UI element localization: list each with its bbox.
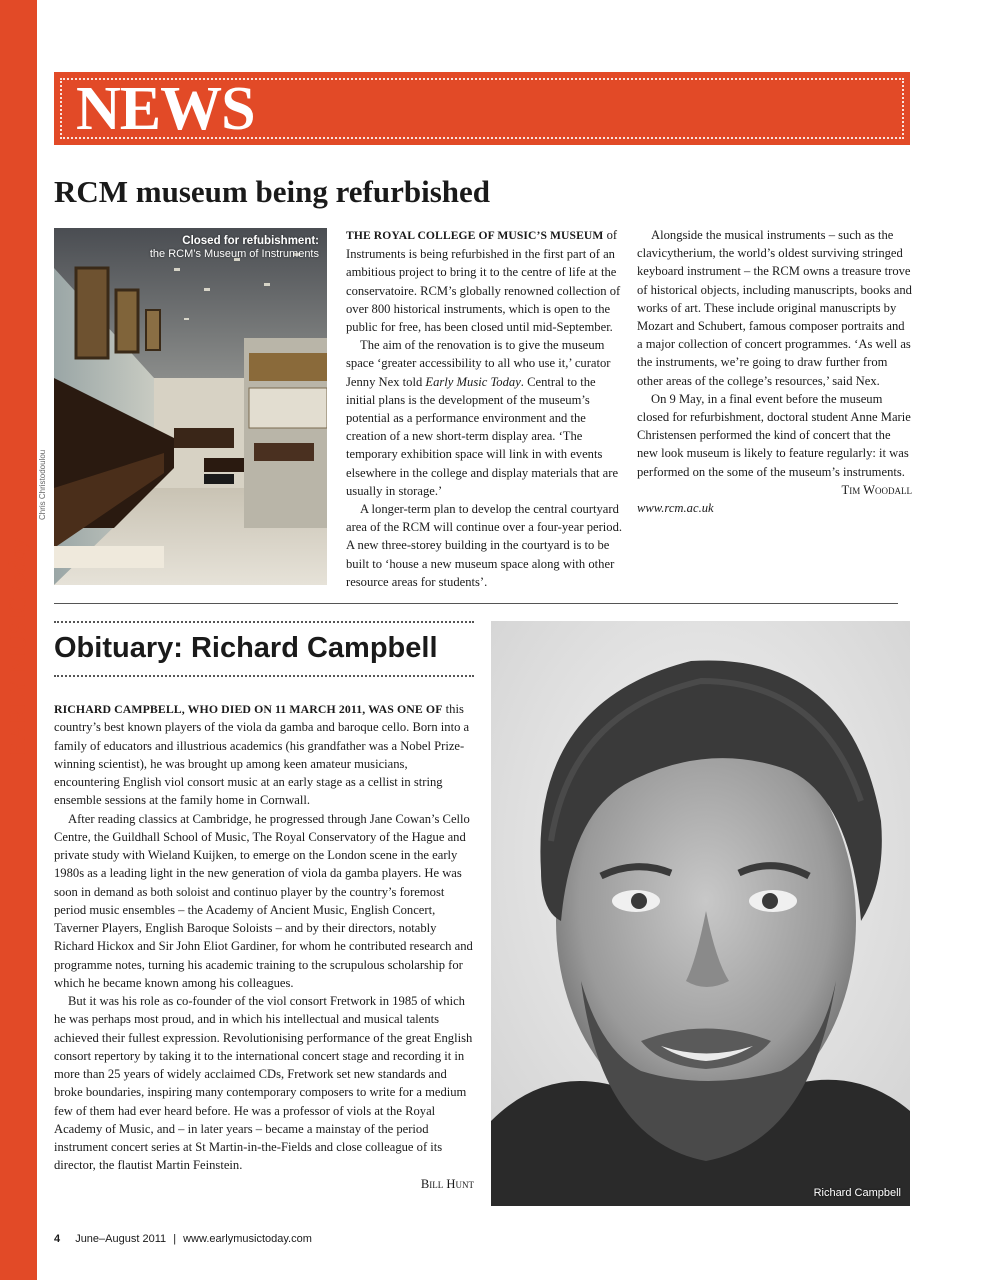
magazine-suffix: today xyxy=(5,537,32,592)
obituary-dotted-rule-top xyxy=(54,621,474,623)
portrait-photo xyxy=(491,621,910,1206)
obituary-byline: Bill Hunt xyxy=(420,1176,474,1191)
obituary-column xyxy=(54,700,474,1193)
obituary-paragraph-1 xyxy=(54,700,474,810)
rcm-p2-magazine-title: Early Music Today xyxy=(425,374,521,389)
rcm-article-column-1 xyxy=(346,226,623,591)
page-number: 4 xyxy=(54,1233,61,1245)
richard-campbell-portrait-image xyxy=(491,621,910,1206)
obituary-paragraph-3: But it was his role as co-founder of the viol consort Fretwork in 1985 of which he was perhaps most proud, and in which his intellectual and musical talents achieved their fullest expression. Revolutionising performance of the great English consort repertory by taking it to the international concert stage and recording it in more than 25 years of widely acclaimed CDs, Fretwork set new standards and broke boundaries, inspiring many contemporary composers to write for a medium few of them had ever heard before. He was a professor of viols at the Royal Academy of Music, and – in later years – became a mainstay of the period instrument concert series at St Martin-in-the-Fields and close colleague of its director, the flautist Martin Feinstein. xyxy=(54,994,473,1173)
obituary-lead-in: RICHARD CAMPBELL, WHO DIED ON 11 MARCH 2011, WAS ONE OF xyxy=(54,702,443,716)
footer-separator: | xyxy=(173,1233,177,1245)
museum-photo xyxy=(54,228,327,585)
rcm-p2-text-b: . Central to the initial plans is the development of the museum’s potential as a performance environment and the creation of a new short-term display area. ‘The temporary exhibition space will link in with events elsewhere in the college and display materials that are usually in storage.’ xyxy=(346,374,619,498)
news-banner xyxy=(54,72,910,145)
rcm-paragraph-1 xyxy=(346,226,623,336)
rcm-article-column-2 xyxy=(637,226,912,604)
issue-date: June–August 2011 xyxy=(75,1233,167,1245)
rcm-p2-text-a: The aim of the renovation is to give the museum space ‘greater accessibility to all who use it,’ curator Jenny Nex told xyxy=(346,338,611,389)
rcm-lead-in: THE ROYAL COLLEGE OF MUSIC’S MUSEUM xyxy=(346,229,604,242)
magazine-masthead-vertical xyxy=(4,529,34,766)
photo-credit: Chris Christodoulou xyxy=(38,449,47,520)
rcm-article-headline: RCM museum being refurbished xyxy=(54,174,491,209)
rcm-paragraph-2 xyxy=(346,336,623,500)
obituary-p1-text: this country’s best known players of the viola da gamba and baroque cello. Born into a family of educators and illustrious academics (his grandfather was a Nobel Prize-winning scientist), he was brought up among keen amateur musicians, encountering English viol consort music at an early stage as a cellist in string ensemble sessions at the family home in Cornwall. xyxy=(54,702,470,808)
footer-website-link[interactable]: www.earlymusictoday.com xyxy=(183,1233,312,1245)
obituary-paragraph-2: After reading classics at Cambridge, he progressed through Jane Cowan’s Cello Centre, the Guildhall School of Music, The Royal Conservatory of the Hague and private study with Wieland Kuijken, to emerge on the London scene in the early 1980s as a leading light in the new generation of viola da gamba players. He was soon in demand as both soloist and continuo player by the country’s foremost period music ensembles – the Academy of Ancient Music, English Concert, Taverner Players, English Baroque Soloists – and by their directors, notably Richard Hickox and Sir John Eliot Gardiner, for whom he contributed research and programme notes, turning his academic training to the scrupulous scholarship for which he became known among his colleagues. xyxy=(54,811,473,990)
photo-caption xyxy=(150,235,319,261)
museum-interior-image xyxy=(54,228,327,585)
photo-caption-text: the RCM’s Museum of Instruments xyxy=(149,248,319,260)
section-divider xyxy=(54,603,898,604)
rcm-p1-text: of Instruments is being refurbished in the first part of an ambitious project to bring it to the centre of life at the conservatoire. RCM’s globally renowned collection of over 800 historical instruments, which is open to the public for free, has been closed until mid-September. xyxy=(346,228,621,335)
page-footer xyxy=(54,1233,312,1245)
rcm-paragraph-5: On 9 May, in a final event before the museum closed for refurbishment, doctoral student Anne Marie Christensen performed the kind of concert that the new look museum is likely to feature regularly: it was performed on the some of the museum’s instruments. xyxy=(637,391,911,479)
section-title: NEWS xyxy=(76,75,255,143)
photo-caption-title: Closed for refubishment: xyxy=(182,235,319,247)
rcm-byline: Tim Woodall xyxy=(841,482,912,497)
magazine-name: EARLY MUSIC xyxy=(5,597,32,757)
rcm-paragraph-3: A longer-term plan to develop the central courtyard area of the RCM will continue over a four-year period. A new three-storey building in the courtyard is to be built to ‘house a new museum space along with other resource areas for students’. xyxy=(346,502,623,589)
rcm-column-2-flow xyxy=(637,226,912,517)
rcm-paragraph-4: Alongside the musical instruments – such as the clavicytherium, the world’s oldest surviving stringed keyboard instrument – the RCM owns a treasure trove of historical objects, including manuscripts, books and works of art. These include original manuscripts by Mozart and Schubert, famous composer portraits and a major collection of concert programmes. ‘As well as the instruments, we’re going to draw further from other areas of the college’s resources,’ said Nex. xyxy=(637,228,912,388)
portrait-caption: Richard Campbell xyxy=(813,1187,901,1199)
rcm-url-link[interactable]: www.rcm.ac.uk xyxy=(637,501,714,516)
obituary-dotted-rule-bottom xyxy=(54,675,474,677)
obituary-headline: Obituary: Richard Campbell xyxy=(54,632,438,664)
